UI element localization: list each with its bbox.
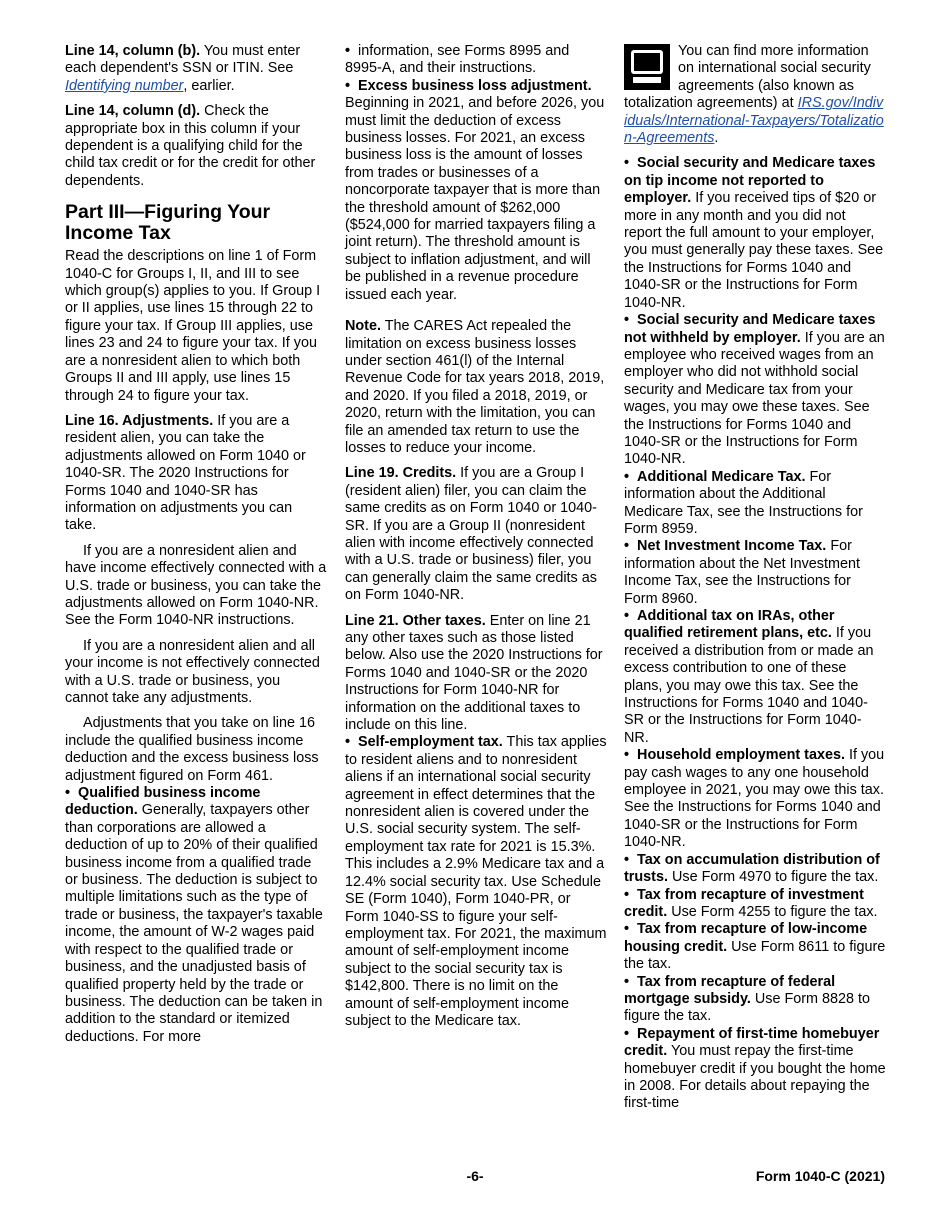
line14b-heading: Line 14, column (b). bbox=[65, 43, 201, 59]
line14b-tail: , earlier. bbox=[183, 77, 235, 94]
totalization-text: You can find more information on international social security agreements (also known as totalization agreements) at bbox=[624, 43, 871, 112]
line21-text: Enter on line 21 any other taxes such as those listed below. Also use the 2020 Instructions for Forms 1040 and 1040-SR or the 2020 Instructions for Form 1040-NR for information on the additional taxes to include on this line. bbox=[345, 612, 603, 734]
se-tax-heading: Self-employment tax. bbox=[358, 734, 503, 751]
adjustments-paragraph: Adjustments that you take on line 16 include the qualified business income deduction and the excess business loss adjustment figured on Form 461. bbox=[65, 715, 319, 784]
ebl-heading: Excess business loss adjustment. bbox=[358, 77, 592, 94]
mortgage-subsidy-heading: Tax from recapture of federal mortgage subsidy. bbox=[624, 973, 836, 1007]
household-heading: Household employment taxes. bbox=[637, 747, 845, 764]
not-withheld-text: If you are an employee who received wages from an employer who did not withhold social security and Medicare tax from your wages, you may owe these taxes. See the Instructions for Forms 1040 and 1040-SR or the Instructions for Form 1040-NR. bbox=[624, 329, 885, 468]
totalization-info bbox=[624, 43, 886, 147]
line19-paragraph bbox=[345, 465, 607, 604]
niit-heading: Net Investment Income Tax. bbox=[637, 538, 827, 555]
homebuyer-credit-heading: Repayment of first-time homebuyer credit. bbox=[624, 1025, 880, 1060]
investment-credit-heading: Tax from recapture of investment credit. bbox=[624, 886, 864, 920]
totalization-agreements-link[interactable]: IRS.gov/Individuals/International-Taxpayers/Totalization-Agreements bbox=[624, 95, 884, 147]
mortgage-subsidy-text: Use Form 8828 to figure the tax. bbox=[624, 990, 871, 1025]
line21-paragraph bbox=[345, 613, 607, 735]
form-name: Form 1040-C (2021) bbox=[755, 1168, 885, 1184]
ira-heading: Additional tax on IRAs, other qualified retirement plans, etc. bbox=[624, 608, 835, 642]
not-withheld-bullet bbox=[624, 312, 886, 469]
qbi-continued-text: information, see Forms 8995 and 8995-A, and their instructions. bbox=[345, 43, 570, 77]
page-number: -6- bbox=[466, 1168, 484, 1184]
ira-bullet bbox=[624, 608, 886, 747]
tip-income-heading: Social security and Medicare taxes on tip income not reported to employer. bbox=[624, 155, 876, 207]
homebuyer-credit-text: You must repay the first-time homebuyer credit if you bought the home in 2008. For details about repaying the first-time bbox=[624, 1043, 886, 1112]
note-text: The CARES Act repealed the limitation on excess business losses under section 461(l) of the Internal Revenue Code for tax years 2018, 2019, and 2020. If you filed a 2018, 2019, or 2020, return with the limitation, you can file an amended tax return to use the losses to reduce your income. bbox=[345, 318, 605, 456]
niit-bullet bbox=[624, 538, 886, 608]
additional-medicare-bullet bbox=[624, 469, 886, 539]
part3-paragraph: Read the descriptions on line 1 of Form 1040-C for Groups I, II, and III to see which group(s) applies to you. If Group I or II applies, use lines 15 through 22 to figure your tax. If Group III applies, use lines 23 and 24 to figure your tax. If you are a nonresident alien to which both Groups II and III apply, use lines 15 through 24 to figure your tax. bbox=[65, 248, 321, 404]
low-income-housing-bullet bbox=[624, 921, 886, 973]
investment-credit-bullet bbox=[624, 887, 886, 922]
line16-paragraph bbox=[65, 413, 327, 535]
trust-bullet bbox=[624, 852, 886, 887]
homebuyer-credit-bullet bbox=[624, 1026, 886, 1113]
low-income-housing-text: Use Form 8611 to figure the tax. bbox=[624, 938, 886, 973]
ebl-bullet bbox=[345, 78, 607, 304]
line21-heading: Line 21. Other taxes. bbox=[345, 612, 486, 629]
line14d-heading: Line 14, column (d). bbox=[65, 103, 201, 120]
not-withheld-heading: Social security and Medicare taxes not withheld by employer. bbox=[624, 312, 876, 346]
part3-heading: Part III—Figuring Your Income Tax bbox=[65, 201, 271, 245]
mortgage-subsidy-bullet bbox=[624, 974, 886, 1026]
line14d-text: Check the appropriate box in this column if your dependent is a qualifying child for the child tax credit or for the credit for other dependents. bbox=[65, 103, 316, 189]
line14b-paragraph bbox=[65, 43, 327, 95]
additional-medicare-heading: Additional Medicare Tax. bbox=[637, 468, 806, 485]
qbi-bullet bbox=[65, 785, 327, 1046]
qbi-text: Generally, taxpayers other than corporations are allowed a deduction of up to 20% of their qualified business income from a qualified trade or business. The deduction is subject to multiple limitations such as the type of trade or business, the taxpayer's taxable income, the amount of W-2 wages paid with respect to the qualified trade or business, and the unadjusted basis of qualified property held by the trade or business. The deduction can be taken in addition to the standard or itemized deductions. For more bbox=[65, 802, 323, 1045]
qbi-continued bbox=[345, 43, 607, 78]
investment-credit-text: Use Form 4255 to figure the tax. bbox=[671, 903, 878, 920]
computer-monitor-icon bbox=[624, 44, 670, 90]
household-text: If you pay cash wages to any one household employee in 2021, you may owe this tax. See the Instructions for Forms 1040 and 1040-SR or the Instructions for Form 1040-NR. bbox=[624, 747, 885, 851]
ira-text: If you received a distribution from or made an excess contribution to one of these plans, you may owe this tax. See the Instructions for Forms 1040 and 1040-SR or the Instructions for Form 1040-NR. bbox=[624, 625, 874, 746]
line14b-text: You must enter each dependent's SSN or ITIN. See bbox=[65, 43, 301, 77]
trust-text: Use Form 4970 to figure the tax. bbox=[671, 869, 879, 886]
column-left bbox=[65, 43, 327, 1046]
line16-text: If you are a resident alien, you can take the adjustments allowed on Form 1040 or 1040-SR. The 2020 Instructions for Forms 1040 and 1040-SR has information on adjustments you can take. bbox=[65, 412, 306, 534]
se-tax-bullet bbox=[345, 734, 607, 1030]
tip-income-text: If you received tips of $20 or more in any month and you did not report the full amount to your employer, you must generally pay these taxes. See the Instructions for Forms 1040 and 1040-SR or the Instructions for Form 1040-NR. bbox=[624, 190, 884, 311]
line16-heading: Line 16. Adjustments. bbox=[65, 412, 214, 429]
nonresident-connected-paragraph: If you are a nonresident alien and have income effectively connected with a U.S. trade or business, you can take the adjustments allowed on Form 1040-NR. See the Form 1040-NR instructions. bbox=[65, 542, 327, 629]
line19-text: If you are a Group I (resident alien) filer, you can claim the same credits as on Form 1040 or 1040-SR. If you are a Group II (nonresident alien with income effectively connected with a U.S. trade or business) filer, you can generally claim the same credits as on Form 1040-NR. bbox=[345, 465, 597, 604]
trust-heading: Tax on accumulation distribution of trusts. bbox=[624, 851, 880, 886]
ebl-text: Beginning in 2021, and before 2026, you must limit the deduction of excess business losses. For 2021, an excess business loss is the amount of losses from trades or businesses of a noncorporate taxpayer that is more than the threshold amount of $262,000 ($524,000 for married taxpayers filing a joint return). The threshold amount is subject to inflation adjustment, and will be published in a revenue procedure issued each year. bbox=[345, 95, 605, 303]
se-tax-text: This tax applies to resident aliens and to nonresident aliens if an international social security agreement in effect determines that the nonresident alien is covered under the U.S. social security system. The self-employment tax rate for 2021 is 15.3%. This includes a 2.9% Medicare tax and a 12.4% social security tax. Use Schedule SE (Form 1040), Form 1040-PR, or Form 1040-SS to figure your self-employment tax. For 2021, the maximum amount of self-employment income subject to the social security tax is $142,800. There is no limit on the amount of self-employment income subject to the Medicare tax. bbox=[345, 734, 607, 1029]
note-paragraph bbox=[345, 318, 607, 457]
household-bullet bbox=[624, 747, 886, 851]
nonresident-not-connected-paragraph: If you are a nonresident alien and all your income is not effectively connected with a U.S. trade or business, you cannot take any adjustments. bbox=[65, 637, 320, 706]
note-heading: Note. bbox=[345, 318, 381, 335]
niit-text: For information about the Net Investment Income Tax, see the Instructions for Form 8960. bbox=[624, 538, 860, 607]
line14d-paragraph bbox=[65, 103, 327, 190]
additional-medicare-text: For information about the Additional Medicare Tax, see the Instructions for Form 8959. bbox=[624, 468, 863, 537]
qbi-heading: Qualified business income deduction. bbox=[65, 785, 261, 819]
column-right bbox=[624, 43, 886, 1113]
identifying-number-link[interactable]: Identifying number bbox=[65, 77, 184, 94]
totalization-tail: . bbox=[714, 130, 719, 147]
column-middle bbox=[345, 43, 607, 1030]
tip-income-bullet bbox=[624, 155, 886, 312]
low-income-housing-heading: Tax from recapture of low-income housing credit. bbox=[624, 921, 868, 955]
line19-heading: Line 19. Credits. bbox=[345, 465, 457, 482]
